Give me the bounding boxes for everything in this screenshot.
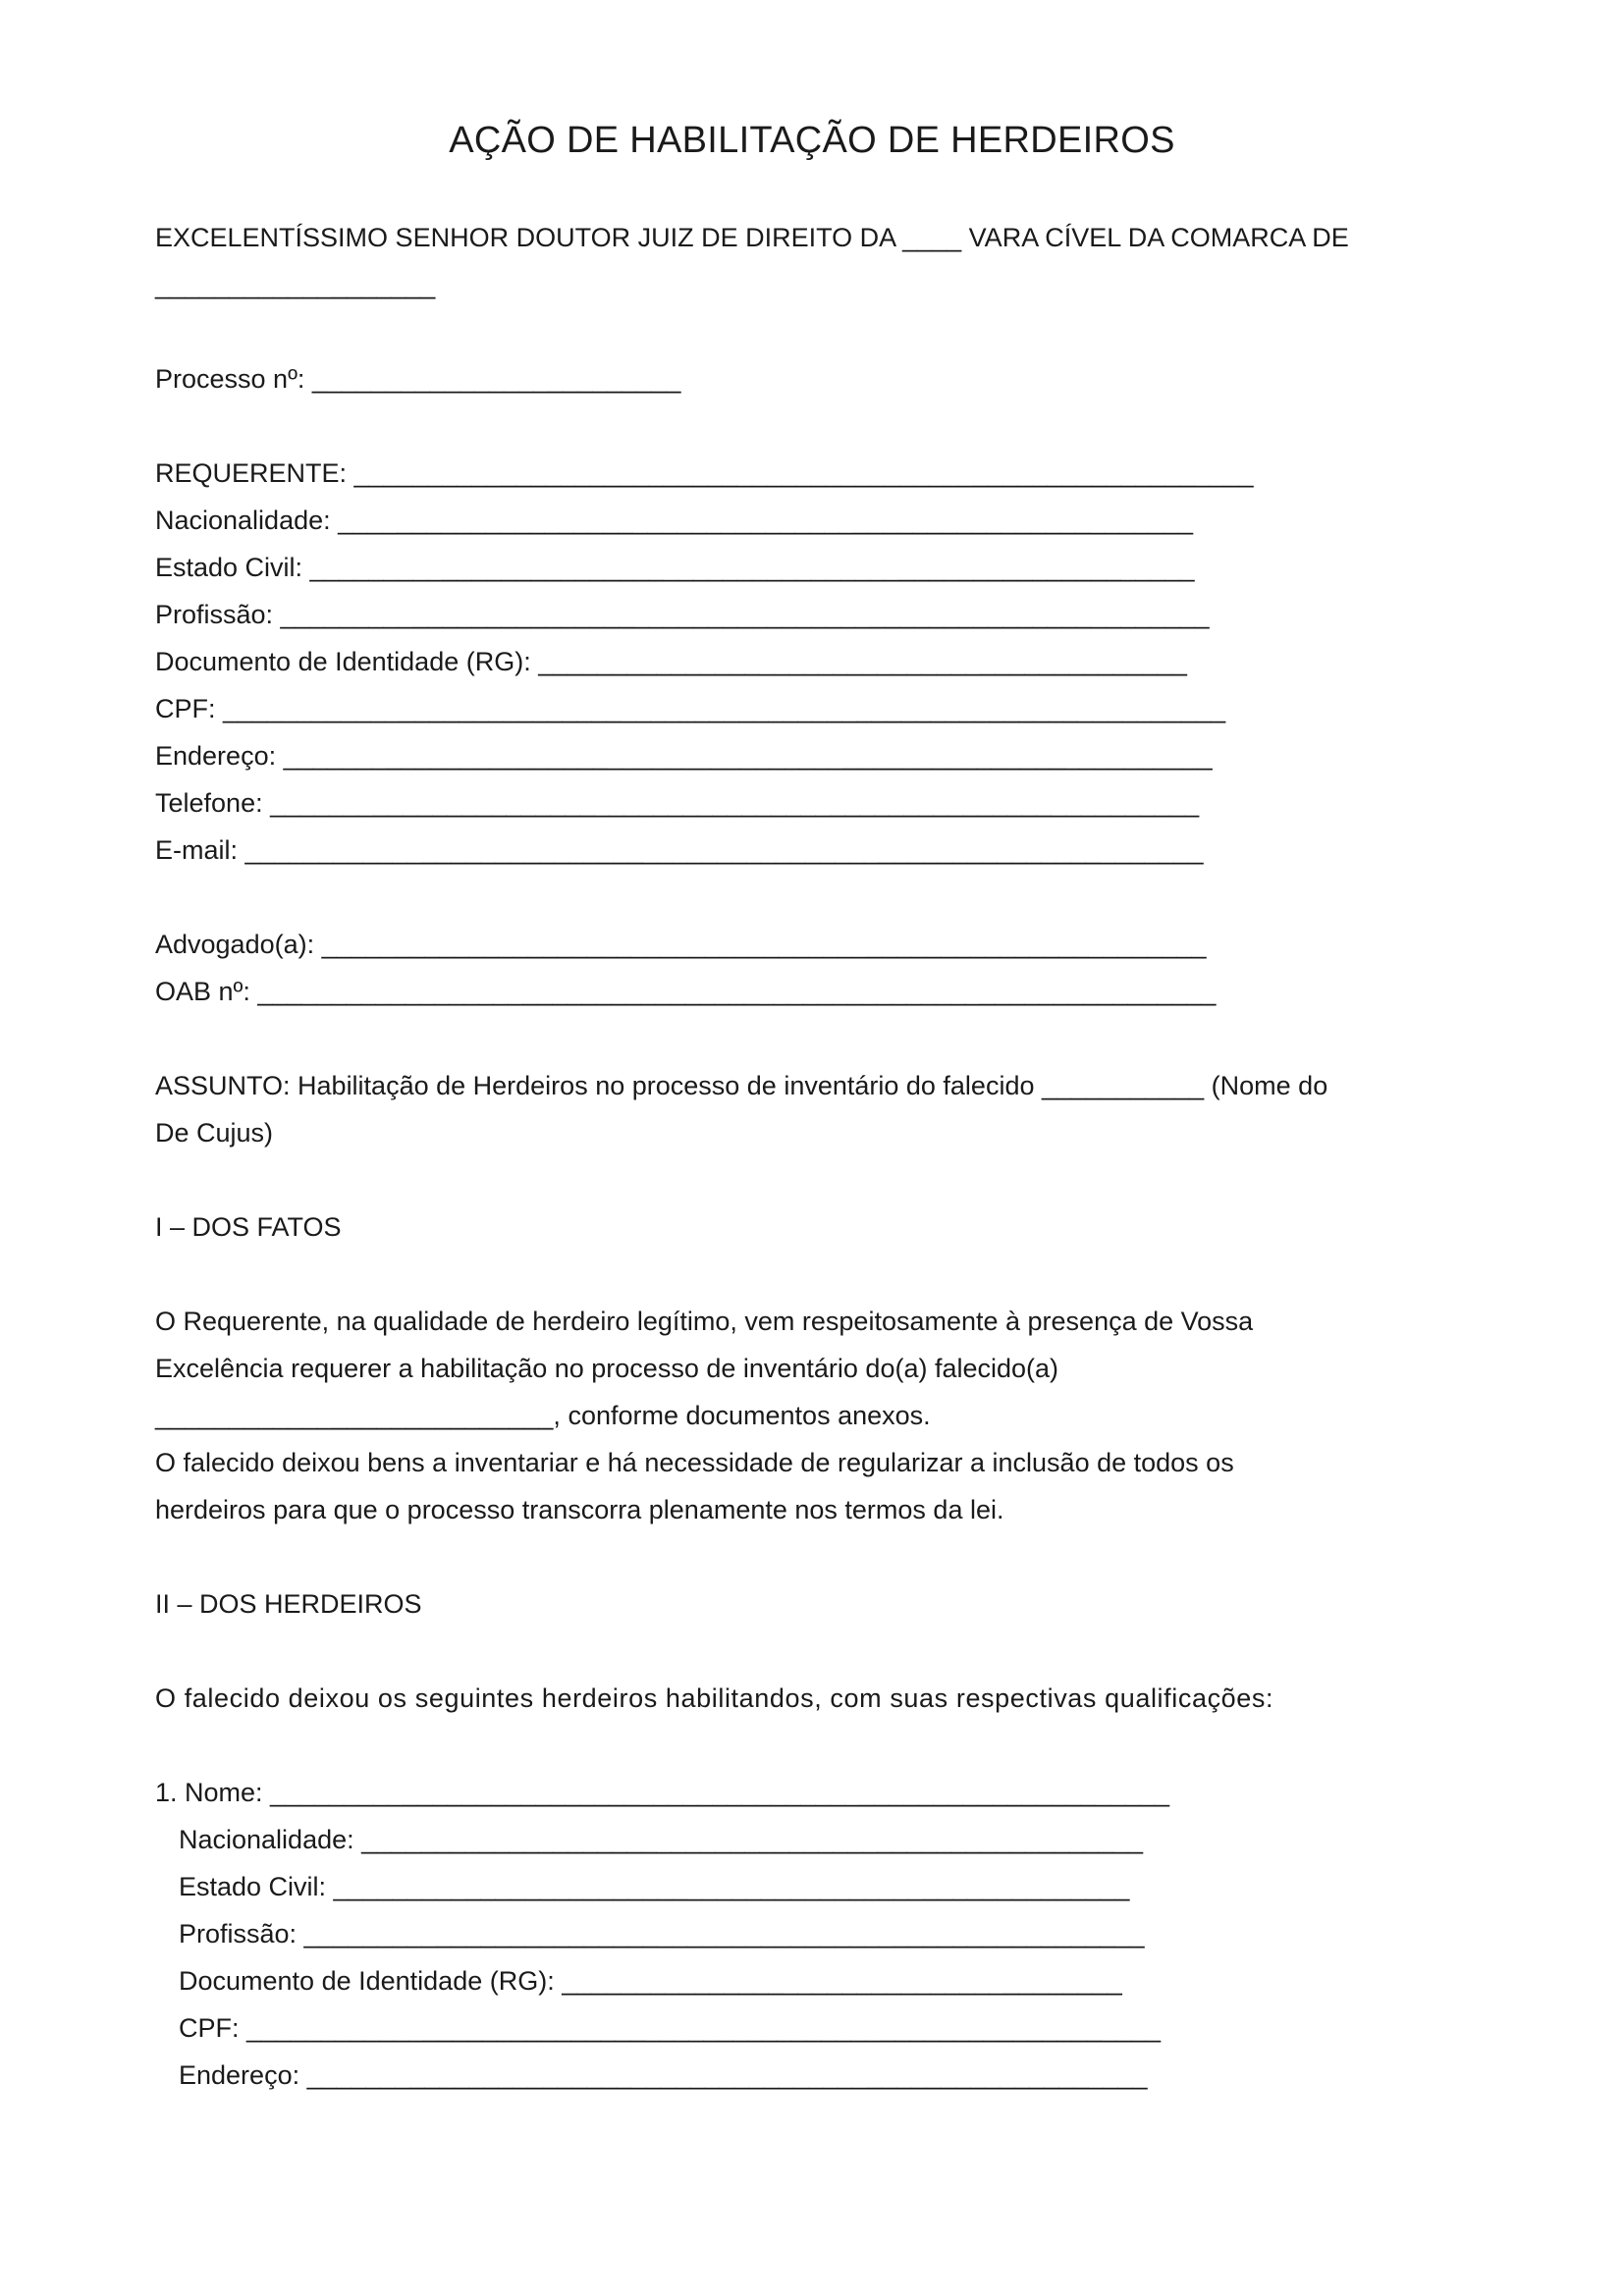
advogado-field: Advogado(a): ____________________________________________________________ [155,930,1207,959]
requerente-rg-field: Documento de Identidade (RG): ____________________________________________ [155,647,1187,676]
herdeiro-profissao-field: Profissão: _________________________________________________________ [179,1919,1145,1949]
herdeiro-nacionalidade-field: Nacionalidade: _____________________________________________________ [179,1825,1143,1854]
assunto-line: ASSUNTO: Habilitação de Herdeiros no processo de inventário do falecido ___________ (Nome do [155,1071,1328,1100]
assunto-line-continued: De Cujus) [155,1118,274,1148]
requerente-endereco-field: Endereço: _______________________________________________________________ [155,741,1213,771]
requerente-nacionalidade-field: Nacionalidade: __________________________________________________________ [155,506,1194,535]
fatos-line: herdeiros para que o processo transcorra plenamente nos termos da lei. [155,1495,1004,1524]
requerente-estado-civil-field: Estado Civil: ____________________________________________________________ [155,553,1195,582]
addressee-line: EXCELENTÍSSIMO SENHOR DOUTOR JUIZ DE DIREITO DA ____ VARA CÍVEL DA COMARCA DE [155,223,1349,252]
requerente-email-field: E-mail: _________________________________________________________________ [155,835,1204,865]
requerente-cpf-field: CPF: ____________________________________________________________________ [155,694,1226,723]
herdeiro-cpf-field: CPF: ______________________________________________________________ [179,2013,1162,2043]
section-heading-herdeiros: II – DOS HERDEIROS [155,1589,422,1619]
requerente-telefone-field: Telefone: _______________________________________________________________ [155,788,1200,818]
document-title: AÇÃO DE HABILITAÇÃO DE HERDEIROS [449,120,1175,161]
document-body [155,214,1432,2099]
addressee-blank: ___________________ [155,270,436,299]
herdeiro-1-block [155,1769,1432,2099]
herdeiro-rg-field: Documento de Identidade (RG): ______________________________________ [179,1966,1122,1996]
requerente-block [155,450,1432,874]
requerente-field: REQUERENTE: _____________________________________________________________ [155,458,1254,488]
section-heading-fatos: I – DOS FATOS [155,1212,342,1242]
herdeiros-intro: O falecido deixou os seguintes herdeiros habilitandos, com suas respectivas qualificações: [155,1683,1274,1713]
fatos-line: O falecido deixou bens a inventariar e há necessidade de regularizar a inclusão de todos os [155,1448,1234,1477]
oab-field: OAB nº: _________________________________________________________________ [155,977,1217,1006]
herdeiro-endereco-field: Endereço: _________________________________________________________ [179,2060,1148,2090]
fatos-line: O Requerente, na qualidade de herdeiro legítimo, vem respeitosamente à presença de Vossa [155,1307,1254,1336]
requerente-profissao-field: Profissão: _______________________________________________________________ [155,600,1210,629]
herdeiro-nome-field: 1. Nome: _____________________________________________________________ [155,1778,1170,1807]
fatos-line: ___________________________, conforme documentos anexos. [155,1401,931,1430]
processo-field: Processo nº: _________________________ [155,364,681,394]
herdeiro-estado-civil-field: Estado Civil: ______________________________________________________ [179,1872,1130,1901]
fatos-paragraph [155,1298,1432,1533]
fatos-line: Excelência requerer a habilitação no processo de inventário do(a) falecido(a) [155,1354,1059,1383]
